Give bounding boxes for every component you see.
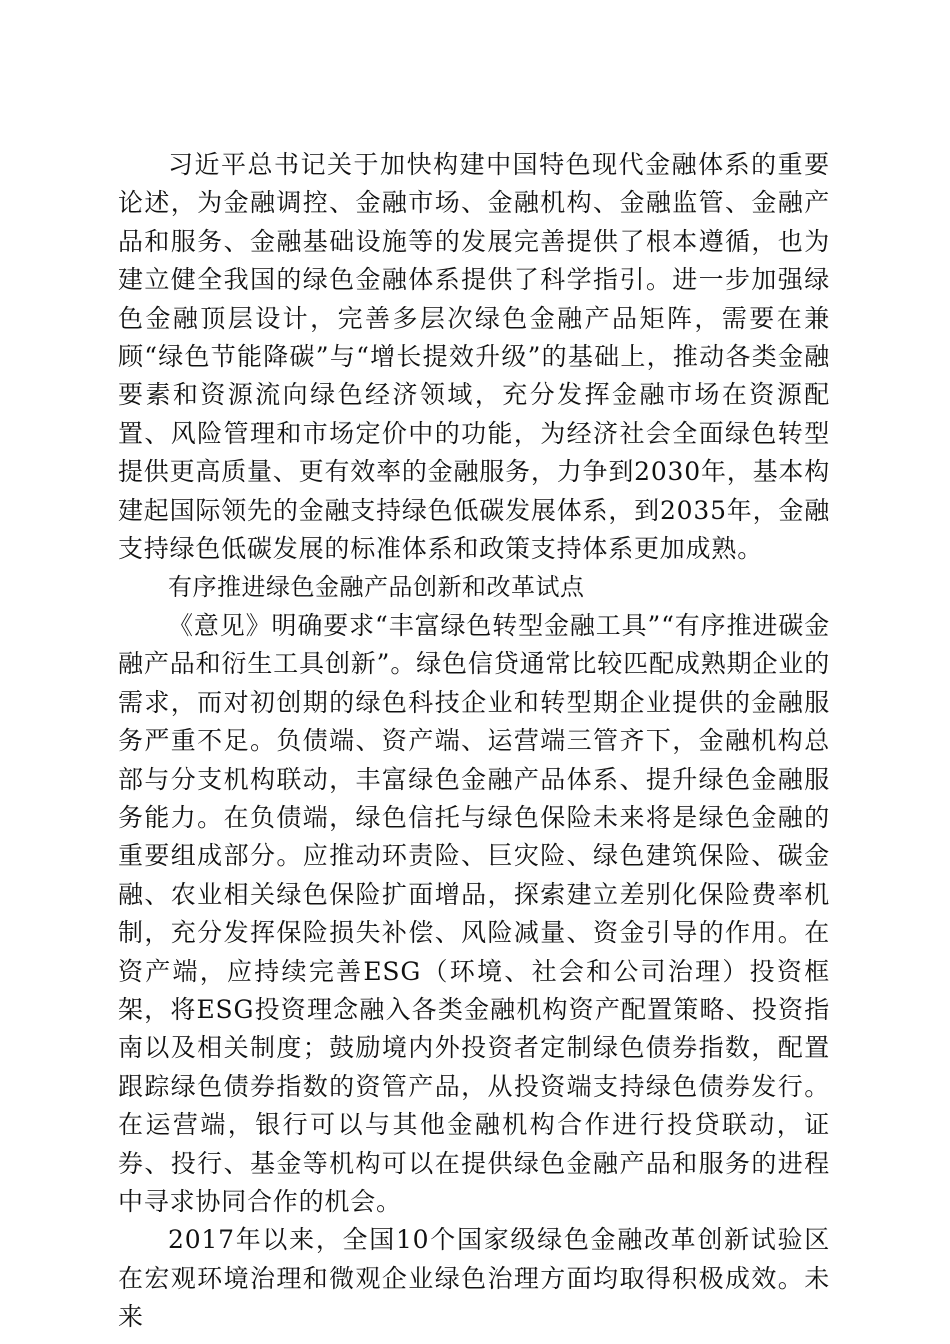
document-page [118,146,830,1337]
paragraph-pilot-zones: 2017年以来，全国10个国家级绿色金融改革创新试验区在宏观环境治理和微观企业绿色治理方面均取得积极成效。未来 [118,1225,830,1332]
paragraph-product-innovation: 《意见》明确要求“丰富绿色转型金融工具”“有序推进碳金融产品和衍生工具创新”。绿色信贷通常比较匹配成熟期企业的需求，而对初创期的绿色科技企业和转型期企业提供的金融服务严重不足。负债端、资产端、运营端三管齐下，金融机构总部与分支机构联动，丰富绿色金融产品体系、提升绿色金融服务能力。在负债端，绿色信托与绿色保险未来将是绿色金融的重要组成部分。应推动环责险、巨灾险、绿色建筑保险、碳金融、农业相关绿色保险扩面增品，探索建立差别化保险费率机制，充分发挥保险损失补偿、风险减量、资金引导的作用。在资产端，应持续完善ESG（环境、社会和公司治理）投资框架，将ESG投资理念融入各类金融机构资产配置策略、投资指南以及相关制度；鼓励境内外投资者定制绿色债券指数，配置跟踪绿色债券指数的资管产品，从投资端支持绿色债券发行。在运营端，银行可以与其他金融机构合作进行投贷联动，证券、投行、基金等机构可以在提供绿色金融产品和服务的进程中寻求协同合作的机会。 [118,610,830,1216]
section-heading: 有序推进绿色金融产品创新和改革试点 [168,573,585,602]
paragraph-green-finance-overview: 习近平总书记关于加快构建中国特色现代金融体系的重要论述，为金融调控、金融市场、金融机构、金融监管、金融产品和服务、金融基础设施等的发展完善提供了根本遵循，也为建立健全我国的绿色金融体系提供了科学指引。进一步加强绿色金融顶层设计，完善多层次绿色金融产品矩阵，需要在兼顾“绿色节能降碳”与“增长提效升级”的基础上，推动各类金融要素和资源流向绿色经济领域，充分发挥金融市场在资源配置、风险管理和市场定价中的功能，为经济社会全面绿色转型提供更高质量、更有效率的金融服务，力争到2030年，基本构建起国际领先的金融支持绿色低碳发展体系，到2035年，金融支持绿色低碳发展的标准体系和政策支持体系更加成熟。 [118,150,830,564]
